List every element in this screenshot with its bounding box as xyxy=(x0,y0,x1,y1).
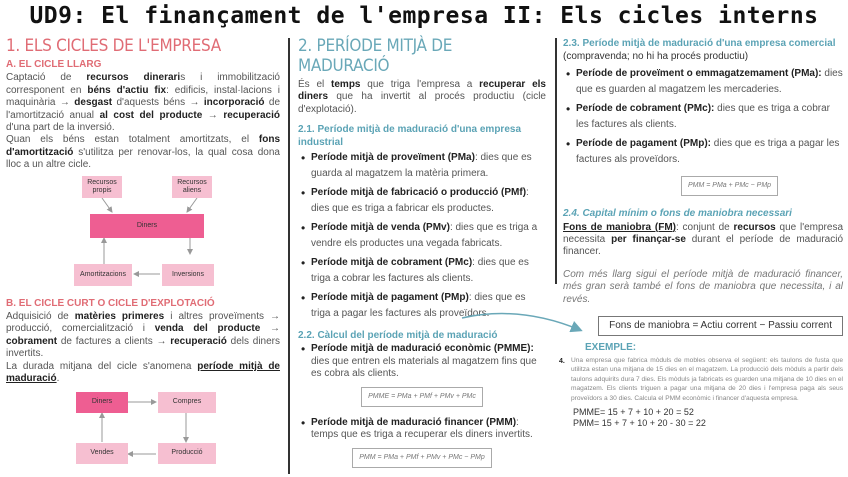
example-block xyxy=(559,356,843,429)
example-title: EXEMPLE: xyxy=(585,342,637,354)
working-capital-definition: Fons de maniobra (FM): conjunt de recursos que l'empresa necessita per finançar-se durant el període de maduració financer. xyxy=(563,221,844,258)
long-cycle-diagram xyxy=(72,176,222,294)
column-maturation-period xyxy=(298,36,546,468)
list-item: • Període mitjà de cobrament (PMc): dies que es triga a cobrar les factures als clients. xyxy=(298,255,546,287)
short-cycle-diagram xyxy=(72,392,222,466)
column-divider-right xyxy=(555,38,557,284)
amortization-paragraph: Quan els béns estan totalment amortitzats, el fons d'amortització s'utilitza per renovar-los, la qual cosa dona lloc a un altre cicle. xyxy=(6,134,280,171)
page-title: UD9: El finançament de l'empresa II: Els cicles interns xyxy=(29,3,819,29)
list-item: • Període mitjà de maduració econòmic (PMME): dies que entren els materials al magatzem fins que es cobra als clients. xyxy=(298,343,546,380)
box-money: Diners xyxy=(90,214,204,238)
list-item: • Període mitjà de pagament (PMp): dies que es triga a pagar les factures als proveïdors. xyxy=(298,290,546,322)
example-number: 4. xyxy=(559,357,565,365)
section-heading-maturation: 2. PERÍODE MITJÀ DE MADURACIÓ xyxy=(298,36,453,76)
list-item: • Període mitjà de proveïment (PMa): dies que es guarda al magatzem la matèria primera. xyxy=(298,150,546,182)
section-heading-cycles: 1. ELS CICLES DE L'EMPRESA xyxy=(6,36,221,56)
subheading-commercial: 2.3. Període mitjà de maduració d'una empresa comercial xyxy=(563,38,836,49)
calculation-list xyxy=(298,343,546,380)
long-cycle-paragraph: Captació de recursos dineraris i immobilització corresponent en béns d'actiu fix: edificis, instal·lacions i maquinària → desgast d'aquests béns → incorporació de l'amortització anual al cost del producte → recuperació d'una part de la inversió. xyxy=(6,72,281,134)
box-purchases: Compres xyxy=(158,392,216,413)
column-commercial xyxy=(559,36,844,429)
pmm-formula: PMM = PMa + PMf + PMv + PMc − PMp xyxy=(352,448,491,468)
list-item: • Període de proveïment o emmagatzemament (PMa): dies que es guarden al magatzem les mercaderies. xyxy=(563,66,843,98)
list-item: • Període de cobrament (PMc): dies que es triga a cobrar les factures als clients. xyxy=(563,101,843,133)
commercial-pmm-formula: PMM = PMa + PMc − PMp xyxy=(681,176,778,196)
commercial-periods-list xyxy=(563,66,843,168)
short-cycle-paragraph: Adquisició de matèries primeres i altres proveïments → producció, comercialització i venda del producte → cobrament de factures a clients → recuperació dels diners invertits. xyxy=(6,311,281,360)
list-item: • Període mitjà de fabricació o producció (PMf): dies que es triga a fabricar els productes. xyxy=(298,185,546,217)
box-external-resources: Recursos aliens xyxy=(172,176,212,198)
working-capital-note: Com més llarg sigui el període mitjà de maduració financer, més gran serà també el fons de maniobra que necessita, i al revés. xyxy=(563,268,843,305)
subheading-calculation: 2.2. Càlcul del període mitjà de maduració xyxy=(298,330,498,342)
example-calc-pmme: PMME= 15 + 7 + 10 + 20 = 52 xyxy=(573,406,694,417)
example-calc-pmm: PMM= 15 + 7 + 10 + 20 - 30 = 22 xyxy=(573,417,706,428)
list-item: • Període de pagament (PMp): dies que es triga a pagar les factures als proveïdors. xyxy=(563,136,843,168)
box-investments: Inversions xyxy=(162,264,214,286)
column-divider-left xyxy=(288,38,290,474)
working-capital-formula: Fons de maniobra = Actiu corrent − Passiu corrent xyxy=(598,316,843,336)
example-statement: Una empresa que fabrica mòduls de mobles observa el següent: els taulons de fusta que utilitza estan una mitjana de 15 dies en el magatzem. La producció dels mòduls a partir dels taulons adquirits dura 7 dies. Els mòduls ja fabricats es guarden una mitjana de 10 dies en el magatzem. Els clients triguen a pagar una mitjana de 20 dies i l'empresa paga als seus proveïdors a 30 dies. Calcula el PMM econòmic i financer d'aquesta empresa. xyxy=(571,356,843,402)
box-sales: Vendes xyxy=(76,443,128,464)
subheading-industrial: 2.1. Període mitjà de maduració d'una empresa industrial xyxy=(298,124,522,148)
box-money-short: Diners xyxy=(76,392,128,413)
subheading-long-cycle: A. EL CICLE LLARG xyxy=(6,59,102,70)
box-own-resources: Recursos propis xyxy=(82,176,122,198)
box-production: Producció xyxy=(158,443,216,464)
list-item: • Període mitjà de maduració financer (PMM): temps que es triga a recuperar els diners invertits. xyxy=(298,417,546,442)
industrial-periods-list xyxy=(298,150,546,322)
calculation-list-2 xyxy=(298,417,546,442)
commercial-note: (compravenda; no hi ha procés productiu) xyxy=(563,51,749,63)
maturation-intro: És el temps que triga l'empresa a recuperar els diners que ha invertit al procés productiu (cicle d'explotació). xyxy=(298,79,546,115)
list-item: • Període mitjà de venda (PMv): dies que es triga a vendre els productes una vegada fabricats. xyxy=(298,220,546,252)
maturation-paragraph: La durada mitjana del cicle s'anomena període mitjà de maduració. xyxy=(6,360,280,385)
pmme-formula: PMME = PMa + PMf + PMv + PMc xyxy=(361,387,483,407)
subheading-working-capital: 2.4. Capital mínim o fons de maniobra necessari xyxy=(563,208,792,220)
box-amortizations: Amortitzacions xyxy=(74,264,132,286)
subheading-short-cycle: B. EL CICLE CURT O CICLE D'EXPLOTACIÓ xyxy=(6,297,215,309)
column-cycles xyxy=(6,36,280,470)
